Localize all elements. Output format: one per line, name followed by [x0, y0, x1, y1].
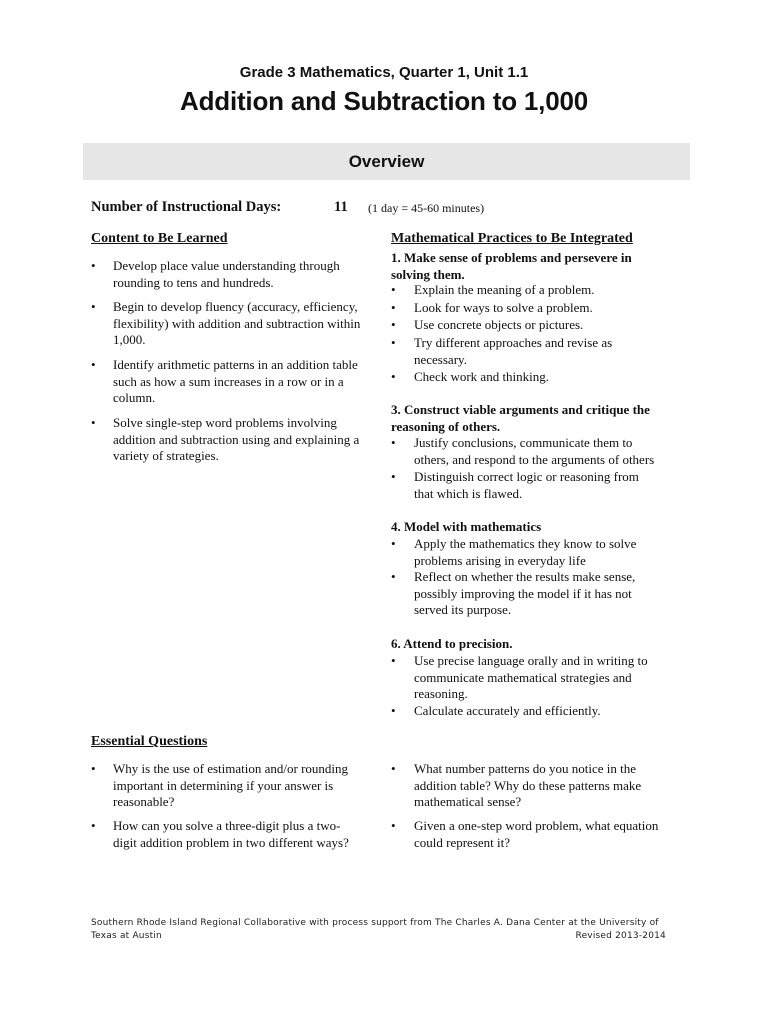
- unit-subtitle: Grade 3 Mathematics, Quarter 1, Unit 1.1: [239, 64, 529, 81]
- practice-item: • Check work and thinking.: [391, 369, 550, 384]
- practice-item: • Look for ways to solve a problem.: [391, 300, 593, 315]
- essential-question: • What number patterns do you notice in the addition table? Why do these patterns make mathematical sense?: [391, 761, 642, 809]
- bullet-icon: •: [391, 369, 396, 384]
- footer-revised: Revised 2013-2014: [575, 931, 666, 941]
- content-item: • Develop place value understanding through rounding to tens and hundreds.: [91, 258, 340, 290]
- instructional-days-value: 11: [334, 199, 348, 215]
- practice-item: • Use concrete objects or pictures.: [391, 317, 584, 332]
- bullet-icon: •: [91, 357, 96, 372]
- practices-heading: Mathematical Practices to Be Integrated: [391, 231, 633, 246]
- content-item: • Identify arithmetic patterns in an addition table such as how a sum increases in a row or in a column.: [91, 357, 358, 405]
- practice-1-title: 1. Make sense of problems and persevere in solving them.: [391, 250, 632, 282]
- page-title: Addition and Subtraction to 1,000: [180, 86, 588, 116]
- footer-line-1: Southern Rhode Island Regional Collaborative with process support from The Charles A. Dana Center at the University of: [91, 918, 659, 928]
- practice-6-title: 6. Attend to precision.: [391, 636, 513, 651]
- bullet-icon: •: [91, 299, 96, 314]
- practice-item: • Explain the meaning of a problem.: [391, 282, 595, 297]
- bullet-icon: •: [391, 536, 396, 551]
- practice-item: • Reflect on whether the results make sense, possibly improving the model if it has not served its purpose.: [391, 569, 636, 617]
- instructional-days-label: Number of Instructional Days:: [91, 199, 282, 215]
- content-heading: Content to Be Learned: [91, 231, 228, 246]
- practice-3-title: 3. Construct viable arguments and critique the reasoning of others.: [391, 402, 650, 434]
- practice-item: • Distinguish correct logic or reasoning from that which is flawed.: [391, 469, 639, 501]
- bullet-icon: •: [91, 258, 96, 273]
- essential-question: • How can you solve a three-digit plus a two- digit addition problem in two different ways?: [91, 818, 349, 850]
- bullet-icon: •: [91, 761, 96, 776]
- bullet-icon: •: [391, 653, 396, 668]
- bullet-icon: •: [91, 818, 96, 833]
- practice-item: • Justify conclusions, communicate them to others, and respond to the arguments of others: [391, 435, 655, 467]
- content-item: • Solve single-step word problems involving addition and subtraction using and explaining a variety of strategies.: [91, 415, 360, 463]
- instructional-days-note: (1 day = 45-60 minutes): [368, 201, 485, 215]
- footer-line-2-left: Texas at Austin: [91, 931, 162, 941]
- bullet-icon: •: [391, 317, 396, 332]
- bullet-icon: •: [391, 335, 396, 350]
- content-item: • Begin to develop fluency (accuracy, efficiency, flexibility) with addition and subtraction within 1,000.: [91, 299, 361, 347]
- practice-4-title: 4. Model with mathematics: [391, 519, 542, 534]
- practice-item: • Use precise language orally and in writing to communicate mathematical strategies and reasoning.: [391, 653, 648, 701]
- bullet-icon: •: [391, 469, 396, 484]
- overview-label: Overview: [348, 151, 425, 171]
- bullet-icon: •: [391, 435, 396, 450]
- essential-heading: Essential Questions: [91, 734, 208, 749]
- practice-item: • Calculate accurately and efficiently.: [391, 703, 601, 718]
- bullet-icon: •: [391, 282, 396, 297]
- overview-banner: [83, 143, 690, 180]
- bullet-icon: •: [391, 818, 396, 833]
- bullet-icon: •: [91, 415, 96, 430]
- essential-question: • Why is the use of estimation and/or rounding important in determining if your answer is reasonable?: [91, 761, 349, 809]
- bullet-icon: •: [391, 703, 396, 718]
- bullet-icon: •: [391, 300, 396, 315]
- practice-item: • Apply the mathematics they know to solve problems arising in everyday life: [391, 536, 637, 568]
- essential-question: • Given a one-step word problem, what equation could represent it?: [391, 818, 659, 850]
- practice-item: • Try different approaches and revise as necessary.: [391, 335, 613, 367]
- bullet-icon: •: [391, 761, 396, 776]
- bullet-icon: •: [391, 569, 396, 584]
